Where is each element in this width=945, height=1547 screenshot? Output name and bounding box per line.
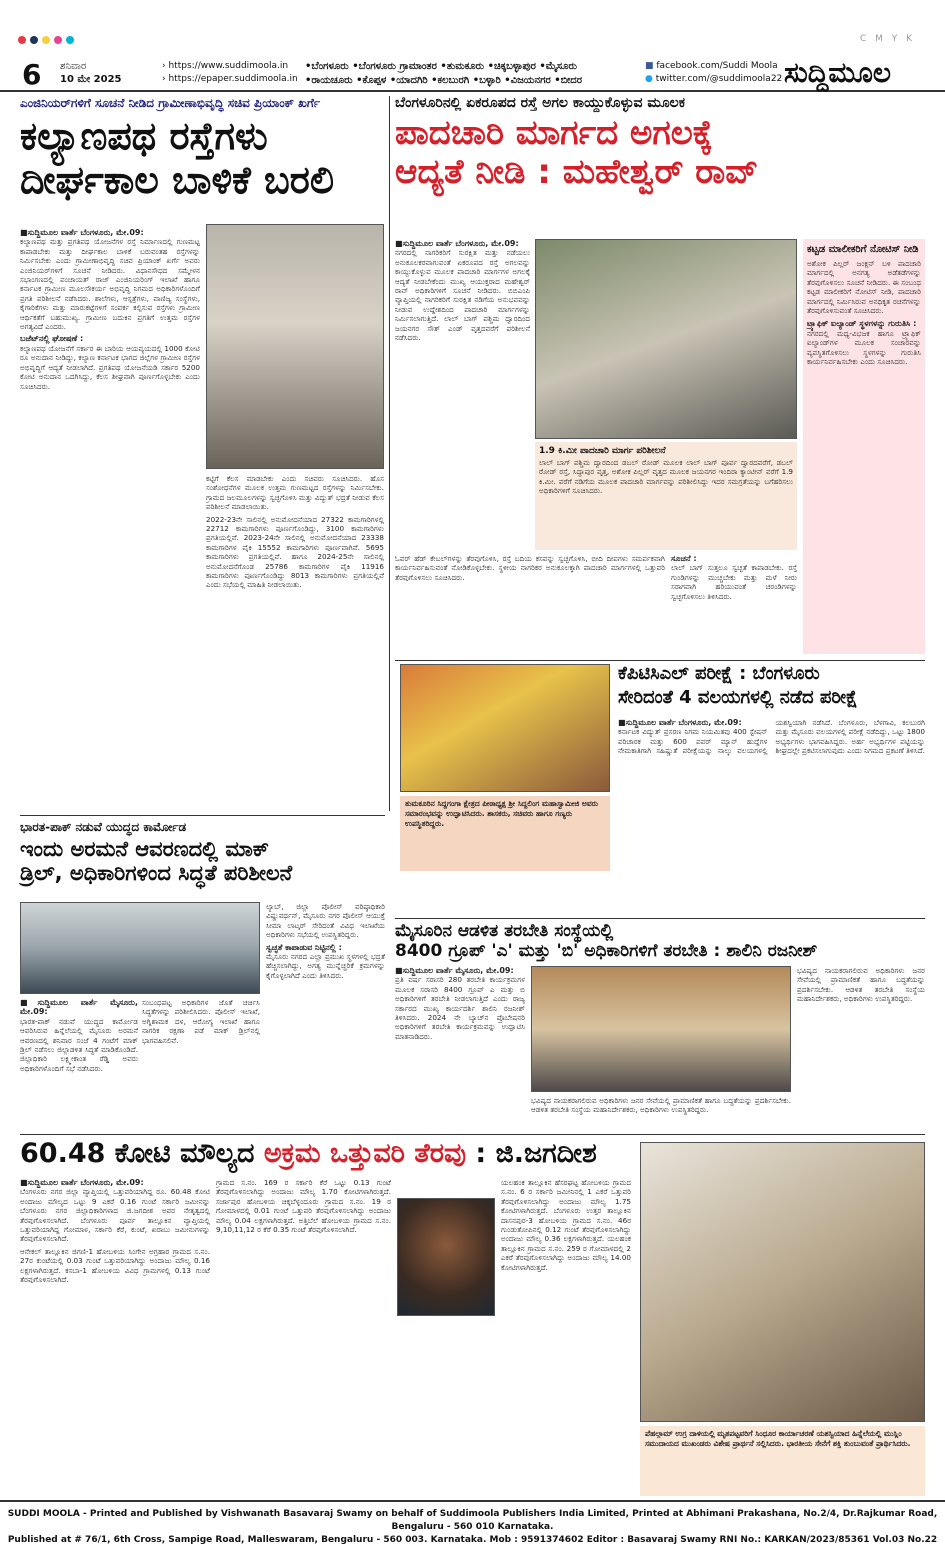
- story-body: ಸಂಬಂಧಪಟ್ಟ ಅಧಿಕಾರಿಗಳ ಜೊತೆ ಚರ್ಚಿಸಿ ಸಿದ್ಧತೆಗಳನ್ನು ಪರಿಶೀಲಿಸಿದರು. ಪೊಲೀಸ್ ಇಲಾಖೆ, ಅಗ್ನಿಶಾಮಕ ದಳ, ಆರೋಗ್ಯ ಇಲಾಖೆ ಹಾಗೂ ನಾಗರಿಕ ರಕ್ಷಣಾ ಪಡೆ ಮಾಕ್ ಡ್ರಿಲ್‌ನಲ್ಲಿ ಭಾಗವಹಿಸಲಿವೆ.: [142, 998, 260, 1045]
- story-kicker: ಭಾರತ-ಪಾಕ್ ನಡುವೆ ಯುದ್ಧದ ಕಾರ್ಮೋಡ: [20, 820, 187, 834]
- photo-caption-text: ಲಾಲ್ ಬಾಗ್ ಪಶ್ಚಿಮ ದ್ವಾರದಿಂದ ಡಬಲ್ ರೋಡ್ ಮೂಲಕ ಲಾಲ್ ಬಾಗ್ ಪೂರ್ವ ದ್ವಾರದವರೆಗೆ, ಡಬಲ್ ರೋಡ್ ರಸ್ತೆ, ಸಿದ್ದಾಪುರ ವೃತ್ತ, ಅಶೋಕ ಪಿಲ್ಲರ್ ವೃತ್ತದ ಮೂಲಕ ಜಯನಗರ ಇಂದಿರಾ ಕ್ಯಾಂಟೀನ್ ವರೆಗೆ 1.9 ಕಿ.ಮೀ. ವರೆಗೆ ನಡಿಗೆಯ ಮೂಲಕ ಪಾದಚಾರಿ ಮಾರ್ಗವನ್ನು ಪರಿಶೀಲಿಸಿದ್ದು ಇದರ ಸಮಗ್ರತೆಯನ್ನು ಬಗೆಹರಿಸಲು ಅಧಿಕಾರಿಗಳಿಗೆ ಸೂಚಿಸಿದರು.: [539, 458, 793, 496]
- story-headline-line1: ಕೆಪಿಟಿಸಿಎಲ್ ಪರೀಕ್ಷೆ : ಬೆಂಗಳೂರು: [618, 663, 820, 684]
- story-stats: 2022-23ನೇ ಸಾಲಿನಲ್ಲಿ ಅನುಮೋದನೆಯಾದ 27322 ಕಾಮಗಾರಿಗಳಲ್ಲಿ 22712 ಕಾಮಗಾರಿಗಳು ಪೂರ್ಣಗೊಂಡಿದ್ದು, 3100 ಕಾಮಗಾರಿಗಳು ಪ್ರಗತಿಯಲ್ಲಿವೆ. 2023-24ನೇ ಸಾಲಿನಲ್ಲಿ ಅನುಮೋದನೆಯಾದ 23338 ಕಾಮಗಾರಿಗಳ ಪೈಕಿ 15552 ಕಾಮಗಾರಿಗಳು ಪೂರ್ಣವಾಗಿವೆ. 5695 ಕಾಮಗಾರಿಗಳು ಪ್ರಗತಿಯಲ್ಲಿವೆ. ಹಾಗೂ 2024-25ನೇ ಸಾಲಿನಲ್ಲಿ ಅನುಮೋದನೆಗೊಂಡ 25786 ಕಾಮಗಾರಿಗಳ ಪೈಕಿ 11916 ಕಾಮಗಾರಿಗಳು ಪೂರ್ಣಗೊಂಡಿದ್ದು 8013 ಕಾಮಗಾರಿಗಳು ಪ್ರಗತಿಯಲ್ಲಿವೆ ಎಂದು ಸಭೆಯಲ್ಲಿ ಮಾಹಿತಿ ನೀಡಲಾಯಿತು.: [206, 514, 384, 590]
- story-body: ಲ್ಯಾಬ್, ಜಿಲ್ಲಾ ಪೊಲೀಸ್ ವರಿಷ್ಠಾಧಿಕಾರಿ ವಿಷ್ಣುವರ್ಧನ್, ಮೈಸೂರು ನಗರ ಪೊಲೀಸ್ ಆಯುಕ್ತೆ ಸೀಮಾ ಲಾಟ್ಕರ್ ಸೇರಿದಂತೆ ವಿವಿಧ ಇಲಾಖೆಯ ಅಧಿಕಾರಿಗಳು ಸಭೆಯಲ್ಲಿ ಉಪಸ್ಥಿತರಿದ್ದರು.: [266, 902, 385, 940]
- epaper-link[interactable]: › https://epaper.suddimoola.in: [162, 74, 298, 84]
- story-body: ಲಾಲ್ ಬಾಗ್ ಸುತ್ತಲೂ ಸ್ವಚ್ಛತೆ ಕಾಪಾಡಬೇಕು. ರಸ್ತೆ ಗುಂಡಿಗಳನ್ನು ಮುಚ್ಚಬೇಕು ಮತ್ತು ಮಳೆ ನೀರು ಸರಾಗವಾಗಿ ಹರಿಯುವಂತೆ ಚರಂಡಿಗಳನ್ನು ಸ್ವಚ್ಛಗೊಳಿಸಲು ತಿಳಿಸಿದರು.: [671, 563, 797, 601]
- story-headline-line1: ಮೈಸೂರಿನ ಆಡಳಿತ ತರಬೇತಿ ಸಂಸ್ಥೆಯಲ್ಲಿ: [395, 921, 614, 941]
- imprint-line1: SUDDI MOOLA - Printed and Published by Vishwanath Basavaraj Swamy on behalf of Suddimoola Publishers India Limited, Printed at Abhimani Prakashana, No.2/4, Dr.Rajkumar Road, Bengaluru - 560 010 Karnataka.: [7, 1509, 938, 1532]
- story-headline-line2: 8400 ಗ್ರೂಪ್ 'ಎ' ಮತ್ತು 'ಬಿ' ಅಧಿಕಾರಿಗಳಿಗೆ ತರಬೇತಿ : ಶಾಲಿನಿ ರಜನೀಶ್: [395, 940, 818, 961]
- story-kalyanapatha: [20, 96, 385, 811]
- story-body: ಭವಿಷ್ಯದ ನಾಯಕರಾಗಲಿರುವ ಅಧಿಕಾರಿಗಳು ಜನರ ಸೇವೆಯಲ್ಲಿ ಪ್ರಾಮಾಣಿಕತೆ ಹಾಗೂ ಬದ್ಧತೆಯನ್ನು ಪ್ರದರ್ಶಿಸಬೇಕು. ಆಡಳಿತ ತರಬೇತಿ ಸಂಸ್ಥೆಯ ಮಹಾನಿರ್ದೇಶಕರು, ಅಧಿಕಾರಿಗಳು ಉಪಸ್ಥಿತರಿದ್ದರು.: [797, 966, 925, 1004]
- cmyk-mark: C M Y K: [860, 34, 916, 44]
- page-number: 6: [22, 58, 42, 91]
- color-registration-dots: [18, 36, 74, 44]
- story-kicker: ಎಂಜಿನಿಯರ್‌ಗಳಿಗೆ ಸೂಚನೆ ನೀಡಿದ ಗ್ರಾಮೀಣಾಭಿವೃದ್ಧಿ ಸಚಿವ ಪ್ರಿಯಾಂಕ್ ಖರ್ಗೆ: [20, 96, 321, 110]
- story-body: ಪ್ರತಿ ವರ್ಷ ಸರಾಸರಿ 280 ತರಬೇತಿ ಕಾರ್ಯಕ್ರಮಗಳ ಮೂಲಕ ಸರಾಸರಿ 8400 ಗ್ರೂಪ್ ಎ ಮತ್ತು ಬಿ ಅಧಿಕಾರಿಗಳಿಗೆ ತರಬೇತಿ ನೀಡಲಾಗುತ್ತಿದೆ ಎಂದು ರಾಜ್ಯ ಸರ್ಕಾರದ ಮುಖ್ಯ ಕಾರ್ಯದರ್ಶಿ ಶಾಲಿನಿ ರಜನೀಶ್ ತಿಳಿಸಿದರು. 2024 ನೇ ಬ್ಯಾಚ್‌ನ ಪ್ರೊಬೇಷನರಿ ಅಧಿಕಾರಿಗಳಿಗೆ ತರಬೇತಿ ಕಾರ್ಯಕ್ರಮವನ್ನು ಉದ್ಘಾಟಿಸಿ ಮಾತನಾಡಿದರು.: [395, 975, 525, 1041]
- event-photo-caption: ತುಮಕೂರಿನ ಸಿದ್ದಗಂಗಾ ಕ್ಷೇತ್ರದ ಪೀಠಾಧ್ಯಕ್ಷ ಶ್ರೀ ಸಿದ್ದಲಿಂಗ ಮಹಾಸ್ವಾಮೀಜಿ ಅವರು ಸಮಾರಂಭವನ್ನು ಉದ್ಘಾಟಿಸಿದರು. ಶಾಸಕರು, ಸಚಿವರು ಹಾಗೂ ಗಣ್ಯರು ಉಪಸ್ಥಿತರಿದ್ದರು.: [400, 796, 610, 871]
- story-subhead: ಸೂಚನೆ :: [671, 554, 697, 563]
- story-dateline: ■ಸುದ್ದಿಮೂಲ ವಾರ್ತೆ ಮೈಸೂರು, ಮೇ.09:: [20, 998, 138, 1017]
- sidebar-title: ಕಟ್ಟಡ ಮಾಲೀಕರಿಗೆ ನೋಟಿಸ್ ನೀಡಿ: [807, 244, 919, 255]
- story-headline-line2: ಡ್ರಿಲ್, ಅಧಿಕಾರಿಗಳಿಂದ ಸಿದ್ಧತೆ ಪರಿಶೀಲನೆ: [20, 861, 293, 886]
- story-encroachment: [20, 1138, 925, 1498]
- social-links: [645, 60, 782, 86]
- story-subhead: ಬಜೆಟ್‌ನಲ್ಲಿ ಘೋಷಣೆ :: [20, 334, 84, 344]
- story-body: ಭಾರತ-ಪಾಕ್ ನಡುವೆ ಯುದ್ಧದ ಕಾರ್ಮೋಡ ಆವರಿಸಿರುವ ಹಿನ್ನೆಲೆಯಲ್ಲಿ ಮೈಸೂರು ಅರಮನೆ ಆವರಣದಲ್ಲಿ ಶನಿವಾರ ಸಂಜೆ 4 ಗಂಟೆಗೆ ಮಾಕ್ ಡ್ರಿಲ್ ನಡೆಸಲು ಜಿಲ್ಲಾಡಳಿತ ಸಿದ್ಧತೆ ಮಾಡಿಕೊಂಡಿದೆ. ಜಿಲ್ಲಾಧಿಕಾರಿ ಲಕ್ಷ್ಮೀಕಾಂತ ರೆಡ್ಡಿ ಅವರು ಅಧಿಕಾರಿಗಳೊಂದಿಗೆ ಸಭೆ ನಡೆಸಿದರು.: [20, 1016, 138, 1073]
- story-body: ಓವರ್ ಹೆಡ್ ಕೇಬಲ್‌ಗಳನ್ನು ತೆರವುಗೊಳಿಸಿ, ರಸ್ತೆ ಬದಿಯ ಕಸವನ್ನು ಸ್ವಚ್ಛಗೊಳಿಸಿ, ಬೀದಿ ದೀಪಗಳು ಸಮರ್ಪಕವಾಗಿ ಕಾರ್ಯನಿರ್ವಹಿಸುವಂತೆ ನೋಡಿಕೊಳ್ಳಬೇಕು. ಸ್ಥಳೀಯ ನಾಗರಿಕರ ಅನುಕೂಲಕ್ಕಾಗಿ ಪಾದಚಾರಿ ಮಾರ್ಗಗಳಲ್ಲಿ ಒತ್ತುವರಿ ತೆರವುಗೊಳಿಸಲು ಸೂಚಿಸಿದರು.: [395, 554, 665, 582]
- story-body: ಕಲ್ಯಾಣಪಥ ಯೋಜನೆಗೆ ಸರ್ಕಾರ ಈ ಬಾರಿಯ ಆಯವ್ಯಯದಲ್ಲಿ 1000 ಕೋಟಿ ರೂ ಅನುದಾನ ನೀಡಿದ್ದು, ಕಲ್ಯಾಣ ಕರ್ನಾಟಕ ಭಾಗದ ಜಿಲ್ಲೆಗಳ ಗ್ರಾಮೀಣ ರಸ್ತೆಗಳ ಅಭಿವೃದ್ಧಿಗೆ ಆದ್ಯತೆ ನೀಡಲಾಗಿದೆ. ಪ್ರಗತಿಪಥ ಯೋಜನೆಯಡಿ ಸರ್ಕಾರ 5200 ಕೋಟಿ ಅನುದಾನ ಒದಗಿಸಿದ್ದು, ಕೆಲಸ ಶೀಘ್ರವಾಗಿ ಪೂರ್ಣಗೊಳ್ಳಬೇಕು ಎಂದು ಸೂಚಿಸಿದರು.: [20, 343, 200, 391]
- sidebar-subhead: ಟ್ರ್ಯಾಫಿಕ್ ಐಲ್ಯಾಂಡ್ ಸ್ಥಳಗಳನ್ನು ಗುರುತಿಸಿ :: [807, 319, 917, 329]
- meeting-photo: [206, 224, 384, 469]
- web-links: [162, 60, 298, 86]
- story-body: ಬೆಂಗಳೂರು ನಗರ ಜಿಲ್ಲಾ ವ್ಯಾಪ್ತಿಯಲ್ಲಿ ಒತ್ತುವರಿಯಾಗಿದ್ದ ರೂ. 60.48 ಕೋಟಿ ಅಂದಾಜು ಮೌಲ್ಯದ ಒಟ್ಟು 9 ಎಕರೆ 0.16 ಗುಂಟೆ ಸರ್ಕಾರಿ ಜಮೀನನ್ನು ಬೆಂಗಳೂರು ನಗರ ಜಿಲ್ಲಾಧಿಕಾರಿಗಳಾದ ಜಿ.ಜಗದೀಶ ಅವರ ನೇತೃತ್ವದಲ್ಲಿ ತೆರವುಗೊಳಿಸಲಾಗಿದೆ. ಬೆಂಗಳೂರು ಪೂರ್ವ ತಾಲ್ಲೂಕಿನ ವ್ಯಾಪ್ತಿಯಲ್ಲಿ ಒತ್ತುವರಿಯಾಗಿದ್ದ ಗೋಮಾಳ, ಸರ್ಕಾರಿ ಕೆರೆ, ಕುಂಟೆ, ಖರಾಬು ಜಮೀನುಗಳನ್ನು ತೆರವುಗೊಳಿಸಲಾಗಿದೆ.: [20, 1187, 210, 1244]
- sidebar-body: ನಗರದಲ್ಲಿ ಮಧ್ಯ-ವಿಭಜಕ ಹಾಗೂ ಟ್ರ್ಯಾಫಿಕ್ ಐಲ್ಯಾಂಡ್‌ಗಳ ಮೂಲಕ ಸಂಚಾರವನ್ನು ವ್ಯವಸ್ಥಿತಗೊಳಿಸಲು ಸ್ಥಳಗಳನ್ನು ಗುರುತಿಸಿ ಕಾರ್ಯನಿರ್ವಹಿಸಬೇಕು ಎಂದು ಸೂಚಿಸಿದರು.: [807, 328, 921, 367]
- story-dateline: ■ಸುದ್ದಿಮೂಲ ವಾರ್ತೆ ಬೆಂಗಳೂರು, ಮೇ.09:: [618, 718, 742, 727]
- event-photo: [400, 664, 610, 792]
- website-link[interactable]: › https://www.suddimoola.in: [162, 61, 289, 71]
- story-body: ಭವಿಷ್ಯದ ನಾಯಕರಾಗಲಿರುವ ಅಧಿಕಾರಿಗಳು ಜನರ ಸೇವೆಯಲ್ಲಿ ಪ್ರಾಮಾಣಿಕತೆ ಹಾಗೂ ಬದ್ಧತೆಯನ್ನು ಪ್ರದರ್ಶಿಸಬೇಕು. ಆಡಳಿತ ತರಬೇತಿ ಸಂಸ್ಥೆಯ ಮಹಾನಿರ್ದೇಶಕರು, ಅಧಿಕಾರಿಗಳು ಉಪಸ್ಥಿತರಿದ್ದರು.: [531, 1096, 791, 1115]
- story-headline: 60.48 ಕೋಟಿ ಮೌಲ್ಯದ ಅಕ್ರಮ ಒತ್ತುವರಿ ತೆರವು : ಜಿ.ಜಗದೀಶ: [20, 1138, 597, 1169]
- story-footpath: [395, 96, 925, 656]
- collector-portrait: [397, 1198, 495, 1316]
- photo-caption-title: 1.9 ಕಿ.ಮೀ ಪಾದಚಾರಿ ಮಾರ್ಗ ಪರಿಶೀಲನೆ: [539, 446, 666, 456]
- story-subhead: ಸ್ವಚ್ಛತೆ ಕಾಪಾಡುವ ನಿಟ್ಟಿನಲ್ಲಿ :: [266, 942, 342, 952]
- date: 10 ಮೇ 2025: [60, 74, 122, 85]
- story-headline-line2: ದೀರ್ಘಕಾಲ ಬಾಳಿಕೆ ಬರಲಿ: [20, 157, 335, 202]
- inspection-photo: [535, 239, 797, 439]
- sidebar-notice-box: [803, 239, 925, 654]
- prayer-photo-caption: ಪೆಹಲ್ಗಾಮ್ ಉಗ್ರ ದಾಳಿಯಲ್ಲಿ ಮೃತಪಟ್ಟವರಿಗೆ ಸಿಂಧೂರ ಕಾರ್ಯಾಚರಣೆ ಯಶಸ್ವಿಯಾದ ಹಿನ್ನೆಲೆಯಲ್ಲಿ ಮುಸ್ಲಿಂ ಸಮುದಾಯದ ಮುಖಂಡರು ವಿಶೇಷ ಪ್ರಾರ್ಥನೆ ಸಲ್ಲಿಸಿದರು. ಭಾರತೀಯ ಸೇನೆಗೆ ಶಕ್ತಿ ತುಂಬುವಂತೆ ಪ್ರಾರ್ಥಿಸಿದರು.: [640, 1426, 925, 1496]
- story-headline-line1: ಇಂದು ಅರಮನೆ ಆವರಣದಲ್ಲಿ ಮಾಕ್: [20, 837, 269, 861]
- day: ಶನಿವಾರ: [60, 61, 87, 72]
- story-body: ಕಟ್ಟಿಗೆ ಕೆಲಸ ಮಾಡಬೇಕು ಎಂದು ಸಚಿವರು ಸೂಚಿಸಿದರು. ಹೊಸ ಸಂಶೋಧನೆಗಳ ಮೂಲಕ ಉತ್ತಮ ಗುಣಮಟ್ಟದ ರಸ್ತೆಗಳನ್ನು ನಿರ್ಮಿಸಬೇಕು. ಗ್ರಾಮದ ಜಲಮೂಲಗಳನ್ನು ಸ್ವಚ್ಛಗೊಳಿಸಿ ಮತ್ತು ವಿದ್ಯುತ್ ಭದ್ರತೆ ನೀಡುವ ಕೆಲಸ ಪರಿಶೀಲನೆ ಮಾಡಲಾಯಿತು.: [206, 474, 384, 512]
- story-body: ಆನೇಕಲ್ ತಾಲ್ಲೂಕಿನ ಜಿಗಣಿ-1 ಹೋಬಳಿಯ ಸಿಂಗೇನ ಅಗ್ರಹಾರ ಗ್ರಾಮದ ಸ.ನಂ. 27ರ ಕುಂಟೆಯಲ್ಲಿ 0.03 ಗುಂಟೆ ಒತ್ತುವರಿಯಾಗಿದ್ದು ಅಂದಾಜು ಮೌಲ್ಯ 0.16 ಲಕ್ಷಗಳಾಗಿರುತ್ತದೆ. ಕಸಬಾ-1 ಹೋಬಳಿಯ ವಿವಿಧ ಗ್ರಾಮಗಳಲ್ಲಿ 0.13 ಗುಂಟೆ ತೆರವುಗೊಳಿಸಲಾಗಿದೆ.: [20, 1246, 210, 1285]
- imprint-line2: Published at # 76/1, 6th Cross, Sampige Road, Malleswaram, Bengaluru - 560 003. Karnataka. Mob : 9591374602 Editor : Basavaraj Swamy RNI No.: KARKAN/2023/85361 Vol.03 No.22: [7, 1535, 938, 1545]
- story-mock-drill: [20, 820, 385, 1130]
- story-headline-line2: ಆದ್ಯತೆ ನೀಡಿ : ಮಹೇಶ್ವರ್ ರಾವ್: [395, 152, 759, 193]
- story-body: ಗ್ರಾಮದ ಸ.ನಂ. 169 ರ ಸರ್ಕಾರಿ ಕೆರೆ ಒಟ್ಟು 0.13 ಗುಂಟೆ ತೆರವುಗೊಳಿಸಲಾಗಿದ್ದು ಅಂದಾಜು ಮೌಲ್ಯ 1.70 ಕೋಟಿಗಳಾಗಿರುತ್ತದೆ. ಸರ್ಜಾಪುರ ಹೋಬಳಿಯ ಚಿಕ್ಕಬೆಳ್ಳಂದೂರು ಗ್ರಾಮದ ಸ.ನಂ. 19 ರ ಗೋಮಾಳದಲ್ಲಿ 0.01 ಗುಂಟೆ ಒತ್ತುವರಿ ತೆರವುಗೊಳಿಸಲಾಗಿದ್ದು ಅಂದಾಜು ಮೌಲ್ಯ 0.04 ಲಕ್ಷಗಳಾಗಿರುತ್ತದೆ. ಅತ್ತಿಬೆಲೆ ಹೋಬಳಿಯ ಗ್ರಾಮದ ಸ.ನಂ. 9,10,11,12 ರ ಕೆರೆ 0.35 ಗುಂಟೆ ತೆರವುಗೊಳಿಸಲಾಗಿದೆ.: [216, 1178, 391, 1235]
- story-body: ಕರ್ನಾಟಕ ವಿದ್ಯುತ್ ಪ್ರಸರಣ ನಿಗಮ ನಿಯಮಿತವು 400 ಸ್ಟೇಷನ್ ಪರಿಚಾರಕ ಮತ್ತು 600 ಪವರ್ ಮ್ಯಾನ್ ಹುದ್ದೆಗಳ ನೇಮಕಾತಿಗಾಗಿ ಸಹಿಷ್ಣುತೆ ಪರೀಕ್ಷೆಯನ್ನು ನಾಲ್ಕು ವಲಯಗಳಲ್ಲಿ ಯಶಸ್ವಿಯಾಗಿ ನಡೆಸಿದೆ. ಬೆಂಗಳೂರು, ಬೆಳಗಾವಿ, ಕಲಬುರಗಿ ಮತ್ತು ಮೈಸೂರು ವಲಯಗಳಲ್ಲಿ ಪರೀಕ್ಷೆ ನಡೆದಿದ್ದು, ಒಟ್ಟು 1800 ಅಭ್ಯರ್ಥಿಗಳು ಭಾಗವಹಿಸಿದ್ದರು. ಅರ್ಹ ಅಭ್ಯರ್ಥಿಗಳ ಪಟ್ಟಿಯನ್ನು ಶೀಘ್ರದಲ್ಲೇ ಪ್ರಕಟಿಸಲಾಗುವುದು ಎಂದು ನಿಗಮದ ಪ್ರಕಟಣೆ ತಿಳಿಸಿದೆ.: [618, 718, 925, 756]
- newspaper-logo: ಸುದ್ದಿಮೂಲ: [784, 56, 929, 90]
- twitter-icon: ●: [645, 74, 653, 84]
- story-dateline: ■ಸುದ್ದಿಮೂಲ ವಾರ್ತೆ ಮೈಸೂರು, ಮೇ.09:: [395, 966, 514, 975]
- photo-caption-box: [535, 442, 797, 550]
- story-headline-line1: ಕಲ್ಯಾಣಪಥ ರಸ್ತೆಗಳು: [20, 114, 268, 158]
- twitter-link[interactable]: ● twitter.com/@suddimoola22: [645, 74, 783, 84]
- city-list: •ಬೆಂಗಳೂರು •ಬೆಂಗಳೂರು ಗ್ರಾಮಾಂತರ •ತುಮಕೂರು •ಚಿಕ್ಕಬಳ್ಳಾಪುರ •ಮೈಸೂರು •ರಾಯಚೂರು •ಕೊಪ್ಪಳ •ಯಾದಗಿರಿ •ಕಲಬುರಗಿ •ಬಳ್ಳಾರಿ •ವಿಜಯನಗರ •ಬೀದರ: [305, 61, 582, 86]
- training-photo: [531, 966, 791, 1092]
- story-dateline: ■ಸುದ್ದಿಮೂಲ ವಾರ್ತೆ ಬೆಂಗಳೂರು, ಮೇ.09:: [395, 239, 519, 248]
- story-dateline: ■ಸುದ್ದಿಮೂಲ ವಾರ್ತೆ ಬೆಂಗಳೂರು, ಮೇ.09:: [20, 228, 144, 237]
- imprint-footer: [0, 1500, 945, 1545]
- story-headline-line2: ಸೇರಿದಂತೆ 4 ವಲಯಗಳಲ್ಲಿ ನಡೆದ ಪರೀಕ್ಷೆ: [618, 687, 858, 708]
- dateline-box: [60, 60, 122, 86]
- story-atis-training: [395, 922, 925, 1132]
- masthead: [0, 0, 945, 92]
- story-kptcl: [400, 664, 925, 914]
- sidebar-body: ಅಶೋಕ ಪಿಲ್ಲರ್ ಜಂಕ್ಷನ್ ಬಳಿ ಪಾದಚಾರಿ ಮಾರ್ಗದಲ್ಲಿ ಅನಗತ್ಯ ಅಡೆತಡೆಗಳನ್ನು ತೆರವುಗೊಳಿಸಲು ಸೂಚನೆ ನೀಡಿದರು. ಈ ಸಂಬಂಧ ಕಟ್ಟಡ ಮಾಲೀಕರಿಗೆ ನೋಟಿಸ್ ನೀಡಿ, ಪಾದಚಾರಿ ಮಾರ್ಗದಲ್ಲಿ ನಿರ್ಮಿಸಿರುವ ಅನಧಿಕೃತ ರಚನೆಗಳನ್ನು ತೆರವುಗೊಳಿಸುವಂತೆ ಸೂಚಿಸಿದರು.: [807, 259, 921, 316]
- story-body: ಯಲಹಂಕ ತಾಲ್ಲೂಕಿನ ಹೆಸರಘಟ್ಟ ಹೋಬಳಿಯ ಗ್ರಾಮದ ಸ.ನಂ. 6 ರ ಸರ್ಕಾರಿ ಜಮೀನಿನಲ್ಲಿ 1 ಎಕರೆ ಒತ್ತುವರಿ ತೆರವುಗೊಳಿಸಲಾಗಿದ್ದು ಅಂದಾಜು ಮೌಲ್ಯ 1.75 ಕೋಟಿಗಳಾಗಿರುತ್ತದೆ. ಬೆಂಗಳೂರು ಉತ್ತರ ತಾಲ್ಲೂಕಿನ ದಾಸನಪುರ-3 ಹೋಬಳಿಯ ಗ್ರಾಮದ ಸ.ನಂ. 46ರ ಗುಂಡುತೋಪಿನಲ್ಲಿ 0.12 ಗುಂಟೆ ತೆರವುಗೊಳಿಸಲಾಗಿದ್ದು ಅಂದಾಜು ಮೌಲ್ಯ 0.36 ಲಕ್ಷಗಳಾಗಿರುತ್ತದೆ. ಯಲಹಂಕ ತಾಲ್ಲೂಕಿನ ಗ್ರಾಮದ ಸ.ನಂ. 259 ರ ಗೋಮಾಳದಲ್ಲಿ 2 ಎಕರೆ ತೆರವುಗೊಳಿಸಲಾಗಿದ್ದು ಅಂದಾಜು ಮೌಲ್ಯ 14.00 ಕೋಟಿಗಳಾಗಿರುತ್ತದೆ.: [501, 1178, 631, 1272]
- prayer-photo: [640, 1142, 925, 1422]
- meeting-photo: [20, 902, 260, 994]
- story-body: ನಗರದಲ್ಲಿ ನಾಗರಿಕರಿಗೆ ಸುರಕ್ಷಿತ ಮತ್ತು ನಡೆಯಲು ಅನುಕೂಲಕರವಾಗುವಂತೆ ಏಕರೂಪದ ರಸ್ತೆ ಅಗಲವನ್ನು ಕಾಯ್ದುಕೊಳ್ಳುವ ಮೂಲಕ ಪಾದಚಾರಿ ಮಾರ್ಗಗಳ ಅಗಲಕ್ಕೆ ಆದ್ಯತೆ ನೀಡಬೇಕೆಂದು ಮುಖ್ಯ ಆಯುಕ್ತರಾದ ಮಹೇಶ್ವರ್ ರಾವ್ ಅಧಿಕಾರಿಗಳಿಗೆ ಸೂಚನೆ ನೀಡಿದರು. ಬಿಬಿಎಂಪಿ ವ್ಯಾಪ್ತಿಯಲ್ಲಿ ನಾಗರಿಕರಿಗೆ ಸುರಕ್ಷಿತ ನಡಿಗೆಯ ಅನುಭವವನ್ನು ನೀಡುವ ಉದ್ದೇಶದಿಂದ ಪಾದಚಾರಿ ಮಾರ್ಗಗಳನ್ನು ನಿರ್ಮಿಸಲಾಗುತ್ತಿದೆ. ಲಾಲ್ ಬಾಗ್ ಪಶ್ಚಿಮ ದ್ವಾರದಿಂದ ಜಯನಗರ ಸೌತ್ ಎಂಡ್ ವೃತ್ತದವರೆಗೆ ಪರಿಶೀಲನೆ ನಡೆಸಿದರು.: [395, 248, 530, 343]
- story-body: ಮೈಸೂರು ನಗರದ ಎಲ್ಲಾ ಪ್ರಮುಖ ಸ್ಥಳಗಳಲ್ಲಿ ಭದ್ರತೆ ಹೆಚ್ಚಿಸಲಾಗಿದ್ದು, ಅಗತ್ಯ ಮುನ್ನೆಚ್ಚರಿಕೆ ಕ್ರಮಗಳನ್ನು ಕೈಗೊಳ್ಳಲಾಗಿದೆ ಎಂದು ತಿಳಿಸಿದರು.: [266, 952, 385, 980]
- story-kicker: ಬೆಂಗಳೂರಿನಲ್ಲಿ ಏಕರೂಪದ ರಸ್ತೆ ಅಗಲ ಕಾಯ್ದುಕೊಳ್ಳುವ ಮೂಲಕ: [395, 95, 686, 111]
- story-dateline: ■ಸುದ್ದಿಮೂಲ ವಾರ್ತೆ ಬೆಂಗಳೂರು, ಮೇ.09:: [20, 1178, 144, 1187]
- facebook-icon: ■: [645, 61, 654, 71]
- story-headline-line1: ಪಾದಚಾರಿ ಮಾರ್ಗದ ಅಗಲಕ್ಕೆ: [395, 113, 713, 153]
- facebook-link[interactable]: ■ facebook.com/Suddi Moola: [645, 61, 778, 71]
- story-body: ಕಲ್ಯಾಣಪಥ ಮತ್ತು ಪ್ರಗತಿಪಥ ಯೋಜನೆಗಳ ರಸ್ತೆ ನಿರ್ಮಾಣದಲ್ಲಿ ಗುಣಮಟ್ಟ ಕಾಪಾಡಬೇಕು ಮತ್ತು ದೀರ್ಘಕಾಲ ಬಾಳಿಕೆ ಬರುವಂತಹ ರಸ್ತೆಗಳನ್ನು ನಿರ್ಮಿಸಬೇಕು ಎಂದು ಗ್ರಾಮೀಣಾಭಿವೃದ್ಧಿ ಸಚಿವ ಪ್ರಿಯಾಂಕ್ ಖರ್ಗೆ ಅವರು ಎಂಜಿನಿಯರ್‌ಗಳಿಗೆ ಸೂಚನೆ ನೀಡಿದರು. ವಿಧಾನಸೌಧದ ಸಮ್ಮೇಳನ ಸಭಾಂಗಣದಲ್ಲಿ ಪಂಚಾಯತ್ ರಾಜ್ ಎಂಜಿನಿಯರಿಂಗ್ ಇಲಾಖೆ ಹಾಗೂ ಕರ್ನಾಟಕ ಗ್ರಾಮೀಣ ಮೂಲಸೌಕರ್ಯ ಅಭಿವೃದ್ಧಿ ನಿಗಮದ ಅಧಿಕಾರಿಗಳೊಂದಿಗೆ ಪ್ರಗತಿ ಪರಿಶೀಲನೆ ನಡೆಸಿದರು. ಶಾಲೆಗಳು, ಆಸ್ಪತ್ರೆಗಳು, ವಾಣಿಜ್ಯ ಸಂಸ್ಥೆಗಳು, ಕೈಗಾರಿಕೆಗಳು ಮತ್ತು ಮಾರುಕಟ್ಟೆಗಳಿಗೆ ಸಂಪರ್ಕ ಕಲ್ಪಿಸುವ ರಸ್ತೆಗಳು ಗ್ರಾಮೀಣ ಆರ್ಥಿಕತೆಗೆ ಬಹುಮುಖ್ಯ. ಗ್ರಾಮೀಣ ಬದುಕಿನ ಪ್ರಗತಿಗೆ ಉತ್ತಮ ರಸ್ತೆಗಳ ಅಗತ್ಯವಿದೆ ಎಂದರು.: [20, 237, 200, 332]
